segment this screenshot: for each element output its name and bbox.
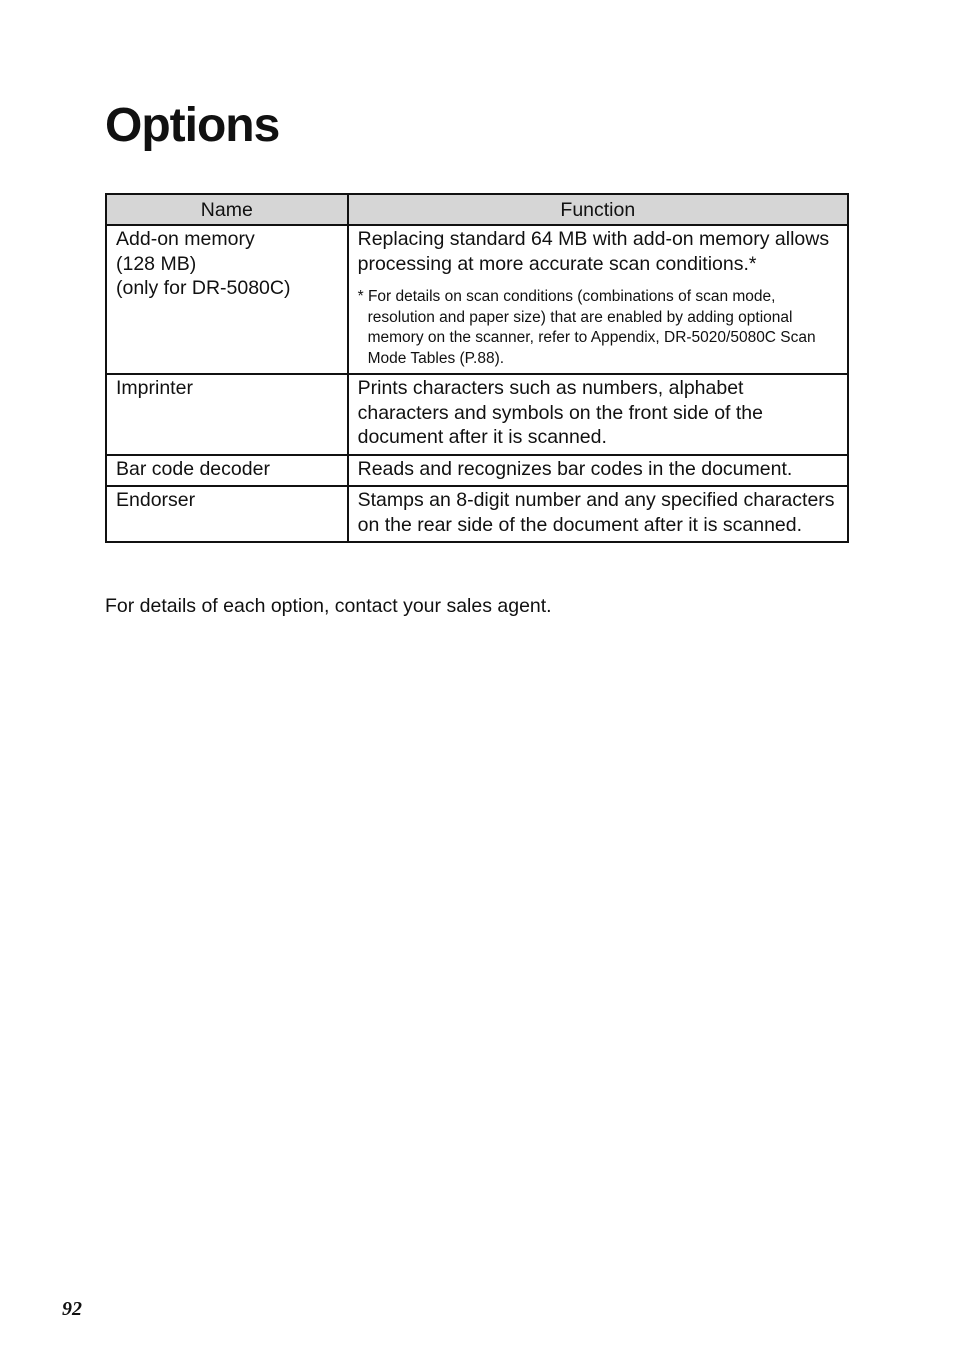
option-name-detail: (only for DR-5080C) — [116, 277, 291, 299]
option-function-cell — [348, 374, 848, 455]
options-table — [105, 193, 849, 543]
option-name-cell — [106, 486, 348, 542]
option-function-cell — [348, 486, 848, 542]
option-function: Stamps an 8-digit number and any specified characters on the rear side of the document after it is scanned. — [357, 489, 835, 536]
option-function: Replacing standard 64 MB with add-on memory allows processing at more accurate scan conditions.* — [357, 228, 830, 275]
option-function-cell — [348, 455, 848, 487]
option-name-cell — [106, 225, 348, 374]
contact-note: For details of each option, contact your sales agent. — [105, 595, 552, 617]
table-row — [106, 374, 848, 455]
option-name: Endorser — [116, 489, 196, 511]
option-name: Add-on memory — [116, 228, 255, 250]
option-name: Bar code decoder — [116, 457, 270, 480]
table-row — [106, 455, 848, 487]
option-name-cell — [106, 374, 348, 455]
column-header-function: Function — [348, 194, 848, 225]
option-name: Imprinter — [116, 377, 193, 399]
option-function: Reads and recognizes bar codes in the document. — [357, 457, 793, 480]
column-header-name: Name — [106, 194, 348, 225]
option-function: Prints characters such as numbers, alphabet characters and symbols on the front side of the document after it is scanned. — [357, 377, 763, 448]
option-function-cell — [348, 225, 848, 374]
option-name-cell — [106, 455, 348, 487]
option-name-detail: (128 MB) — [116, 252, 197, 275]
page-number: 92 — [62, 1298, 82, 1320]
table-row — [106, 486, 848, 542]
table-header-row — [106, 194, 848, 225]
scan-conditions-footnote: * For details on scan conditions (combinations of scan mode, resolution and paper size) that are enabled by adding optional memory on the scanner, refer to Appendix, DR-5020/5080C Scan Mode Tables (P.88). — [357, 288, 816, 367]
page-title: Options — [105, 99, 280, 152]
table-row — [106, 225, 848, 374]
